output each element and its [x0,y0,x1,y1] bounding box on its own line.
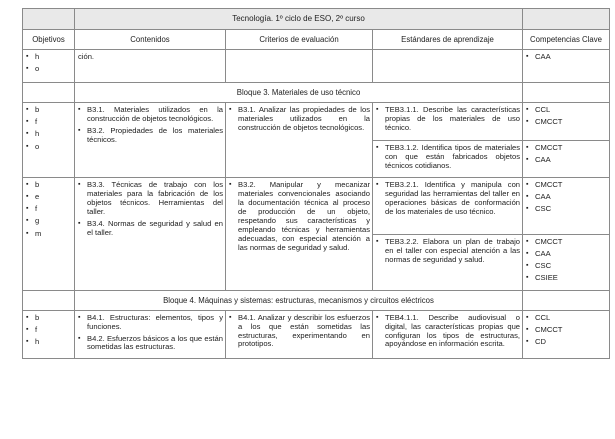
list-item: ▪ CSC [526,261,552,271]
table-row [23,310,610,359]
header-row [23,30,610,50]
estandares-cell [373,310,523,359]
contenidos-cell [75,310,226,359]
objetivos-cell [23,310,75,359]
competencias-cell [523,310,610,359]
criterios-cell: ▪ B3.2. Manipular y mecanizar materiales convencionales asociando la documentación técnica al proceso de producción de un objeto, respetando sus características y empleando técnicas y herramientas adecuadas, con especial atención a las normas de seguridad y salud. [226,178,373,291]
list-item: ▪ B3.3. Técnicas de trabajo con los materiales para la fabricación de los objetos técnicos. Herramientas del taller. [78,180,223,216]
list-item: ▪ o [26,64,40,74]
competencias-cell [523,50,610,83]
list-item: ▪ h [26,52,40,62]
title-row [23,9,610,30]
list-item: ▪ CMCCT [526,180,563,190]
table-row [23,178,610,291]
list-item: ▪ CSC [526,204,552,214]
estandares-cell [373,178,523,291]
curriculum-table [22,8,610,359]
competencias-cell [523,178,610,291]
header-objetivos: Objetivos [23,30,75,50]
list-item: ▪ h [26,336,40,346]
standard-item: ▪ TEB3.1.2. Identifica tipos de materiales con que están fabricados objetos técnicos cotidianos. [373,140,522,177]
list-item: ▪ CSIEE [526,273,558,283]
list-item: ▪ CMCCT [526,143,563,153]
standard-item: ▪ TEB3.2.2. Elabora un plan de trabajo en el taller con especial atención a las normas de seguridad y salud. [373,234,522,271]
table-title: Tecnología. 1º ciclo de ESO, 2º curso [75,9,523,30]
header-competencias: Competencias Clave [523,30,610,50]
section-row [23,290,610,310]
list-item: ▪ CMCCT [526,117,563,127]
objetivos-cell [23,50,75,83]
list-item: ▪ CCL [526,105,551,115]
list-item: ▪ e [26,192,40,202]
list-item: ▪ CAA [526,52,551,62]
objetivos-cell [23,103,75,178]
table-row [23,103,610,178]
header-estandares: Estándares de aprendizaje [373,30,523,50]
list-item: ▪ CMCCT [526,324,563,334]
objetivos-cell [23,178,75,291]
estandares-cell [373,103,523,178]
criterios-cell: ▪ B4.1. Analizar y describir los esfuerzos a los que están sometidas las estructuras, experimentando en prototipos. [226,310,373,359]
list-item: ▪ CAA [526,192,551,202]
list-item: ▪ B3.2. Propiedades de los materiales técnicos. [78,126,223,145]
standard-item: ▪ TEB3.1.1. Describe las características propias de los materiales de uso técnico. [376,105,521,133]
contenidos-cell [75,178,226,291]
competencias-cell [523,103,610,178]
list-item: ▪ B3.1. Materiales utilizados en la construcción de objetos tecnológicos. [78,105,223,124]
list-item: ▪ CCL [526,312,551,322]
list-item: ▪ b [26,312,40,322]
list-item: ▪ B4.1. Estructuras: elementos, tipos y funciones. [78,312,223,331]
list-item: ▪ b [26,105,40,115]
section-row [23,83,610,103]
contenidos-cell [75,103,226,178]
table-row [23,50,610,83]
list-item: ▪ f [26,204,38,214]
section-title: Bloque 3. Materiales de uso técnico [75,83,523,103]
list-item: ▪ CAA [526,249,551,259]
criterios-cell: ▪ B3.1. Analizar las propiedades de los materiales utilizados en la construcción de objetos tecnológicos. [226,103,373,178]
standard-item: ▪ TEB3.2.1. Identifica y manipula con seguridad las herramientas del taller en operaciones básicas de conformación de los materiales de uso técnico. [376,180,521,216]
header-contenidos: Contenidos [75,30,226,50]
list-item: ▪ o [26,141,40,151]
section-title: Bloque 4. Máquinas y sistemas: estructuras, mecanismos y circuitos eléctricos [75,290,523,310]
header-criterios: Criterios de evaluación [226,30,373,50]
standard-item: ▪ TEB4.1.1. Describe audiovisual o digital, las características propias que configuran los tipos de estructuras, apoyándose en información escrita. [376,312,521,349]
list-item: ▪ CD [526,336,546,346]
list-item: ▪ m [26,228,42,238]
list-item: ▪ b [26,180,40,190]
list-item: ▪ CMCCT [526,237,563,247]
list-item: ▪ f [26,324,38,334]
contenidos-cell: ción. [75,50,226,83]
criterios-cell [226,50,373,83]
list-item: ▪ B3.4. Normas de seguridad y salud en el taller. [78,218,223,237]
estandares-cell [373,50,523,83]
list-item: ▪ CAA [526,155,551,165]
list-item: ▪ g [26,216,40,226]
list-item: ▪ h [26,129,40,139]
list-item: ▪ B4.2. Esfuerzos básicos a los que están sometidas las estructuras. [78,333,223,352]
list-item: ▪ f [26,117,38,127]
